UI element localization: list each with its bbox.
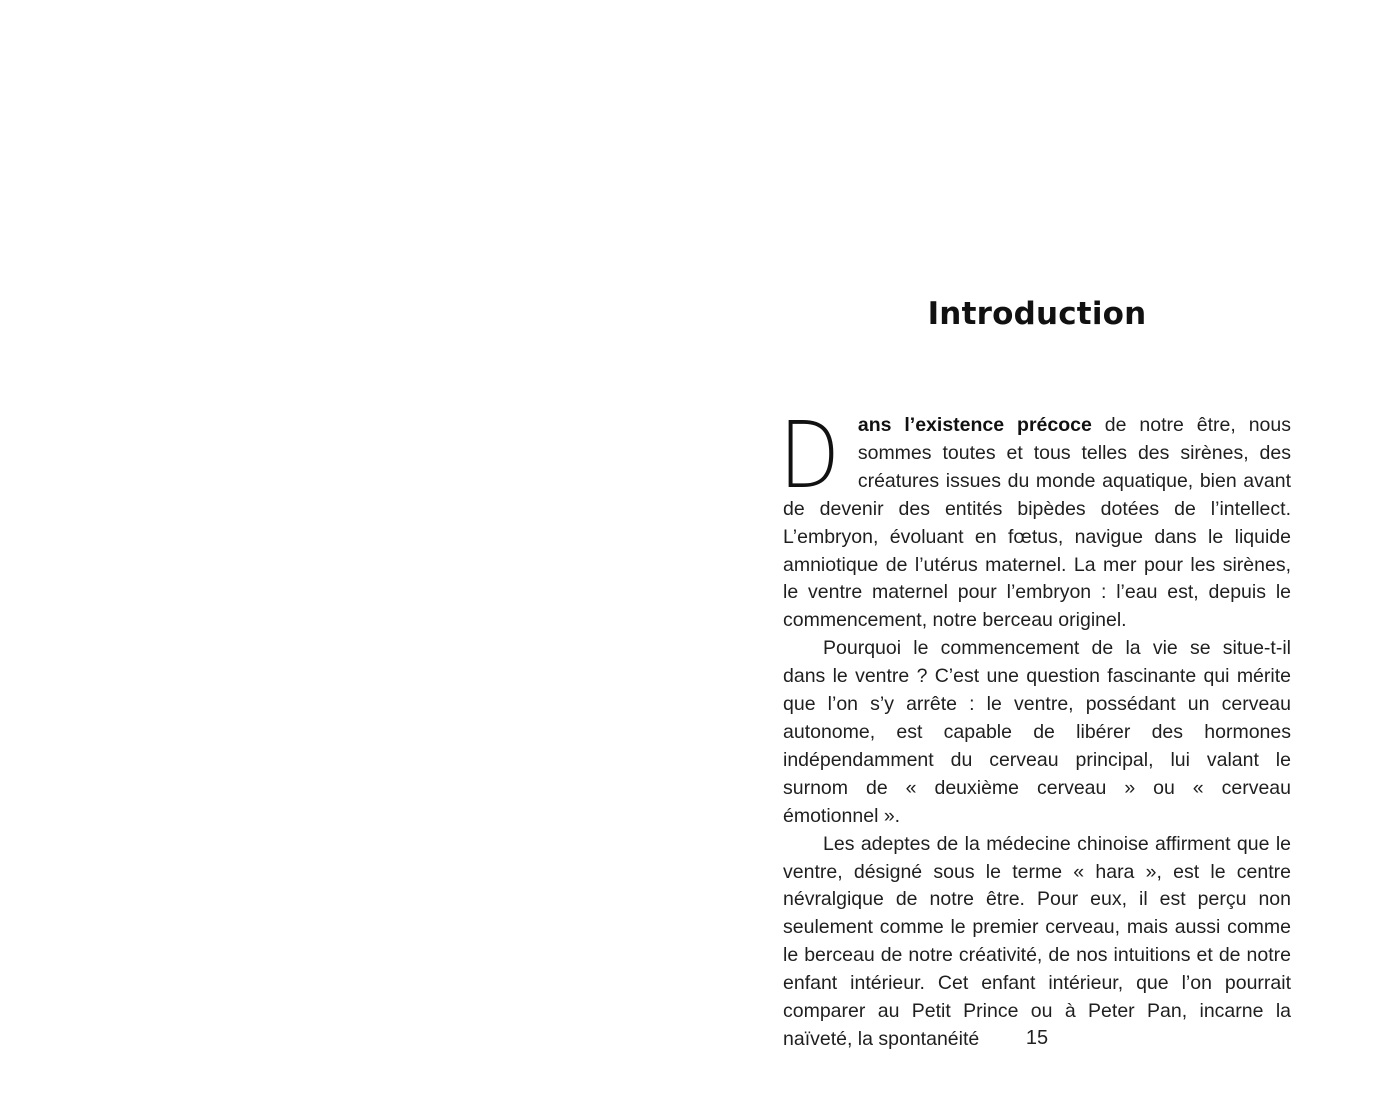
chapter-title: Introduction — [927, 296, 1147, 332]
drop-cap-letter: D — [779, 402, 840, 509]
page-number: 15 — [1025, 1027, 1049, 1049]
paragraph-1 — [779, 402, 1291, 635]
paragraph-1-text: de notre être, nous sommes toutes et tous telles des sirènes, des créatures issues du monde aquatique, bien avant de devenir des entités bipèdes dotées de l’intellect. L’embryon, évoluant en fœtus, navigue dans le liquide amniotique de l’utérus maternel. La mer pour les sirènes, le ventre maternel pour l’embryon : l’eau est, depuis le commencement, notre berceau originel. — [783, 414, 1291, 632]
chapter-body — [779, 402, 1291, 1054]
right-page — [700, 0, 1400, 1115]
lead-in-bold: ans l’existence précoce — [857, 414, 1092, 436]
paragraph-2: Pourquoi le commencement de la vie se situe-t-il dans le ventre ? C’est une question fascinante qui mérite que l’on s’y arrête : le ventre, possédant un cerveau autonome, est capable de libérer des hormones indépendamment du cerveau principal, lui valant le surnom de « deuxième cerveau » ou « cerveau émotionnel ». — [783, 637, 1291, 827]
paragraph-3: Les adeptes de la médecine chinoise affirment que le ventre, désigné sous le terme « hara », est le centre névralgique de notre être. Pour eux, il est perçu non seulement comme le premier cerveau, mais aussi comme le berceau de notre créativité, de nos intuitions et de notre enfant intérieur. Cet enfant intérieur, que l’on pourrait comparer au Petit Prince ou à Peter Pan, incarne la naïveté, la spontanéité — [783, 832, 1291, 1050]
